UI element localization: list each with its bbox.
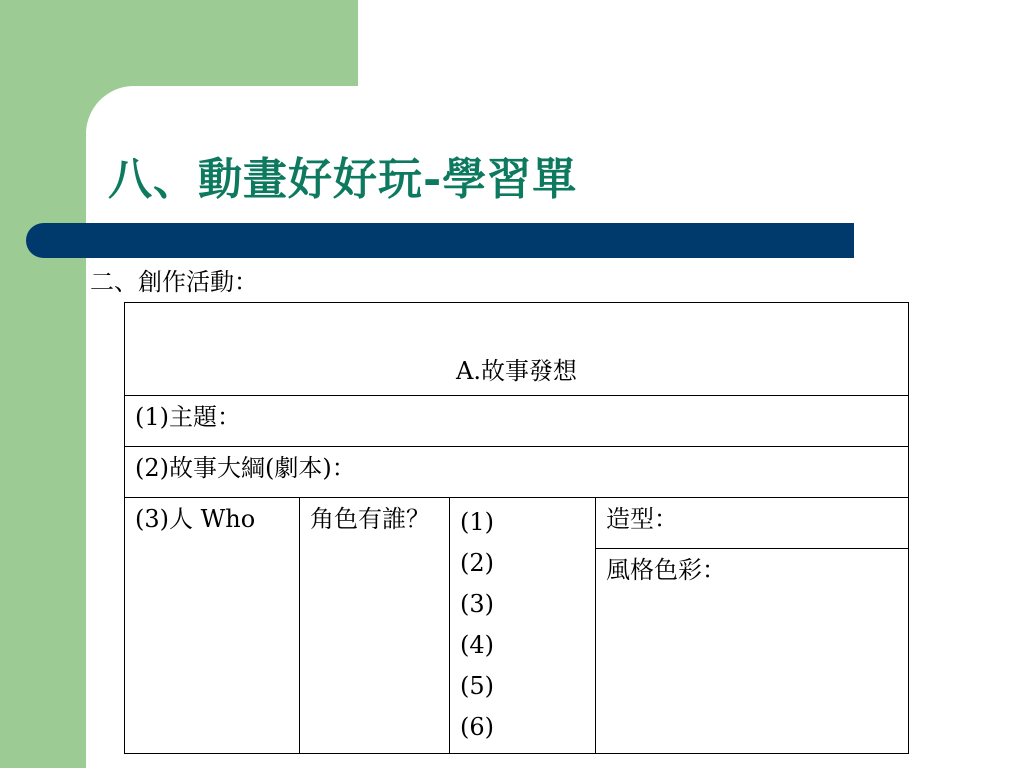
character-number-list[interactable] [450,498,596,754]
character-number: (1) [460,508,494,536]
worksheet-table [124,302,909,754]
table-header-cell: A.故事發想 [125,303,909,396]
theme-row[interactable]: (1)主題： [125,396,909,447]
character-number: (3) [460,590,494,618]
character-number: (5) [460,672,494,700]
character-number: (4) [460,631,494,659]
top-white-area [358,0,1024,86]
title-underline-bar [26,223,854,258]
character-number: (6) [460,713,494,741]
slide-title: 八、動畫好好玩-學習單 [108,154,578,205]
people-label-cell: (3)人 Who [125,498,300,754]
section-heading: 二、創作活動： [90,268,258,296]
characters-question-cell: 角色有誰？ [300,498,450,754]
outline-row[interactable]: (2)故事大綱(劇本)： [125,447,909,498]
design-cell[interactable]: 造型： [596,498,909,549]
character-number: (2) [460,549,494,577]
style-color-cell[interactable]: 風格色彩： [596,549,909,754]
